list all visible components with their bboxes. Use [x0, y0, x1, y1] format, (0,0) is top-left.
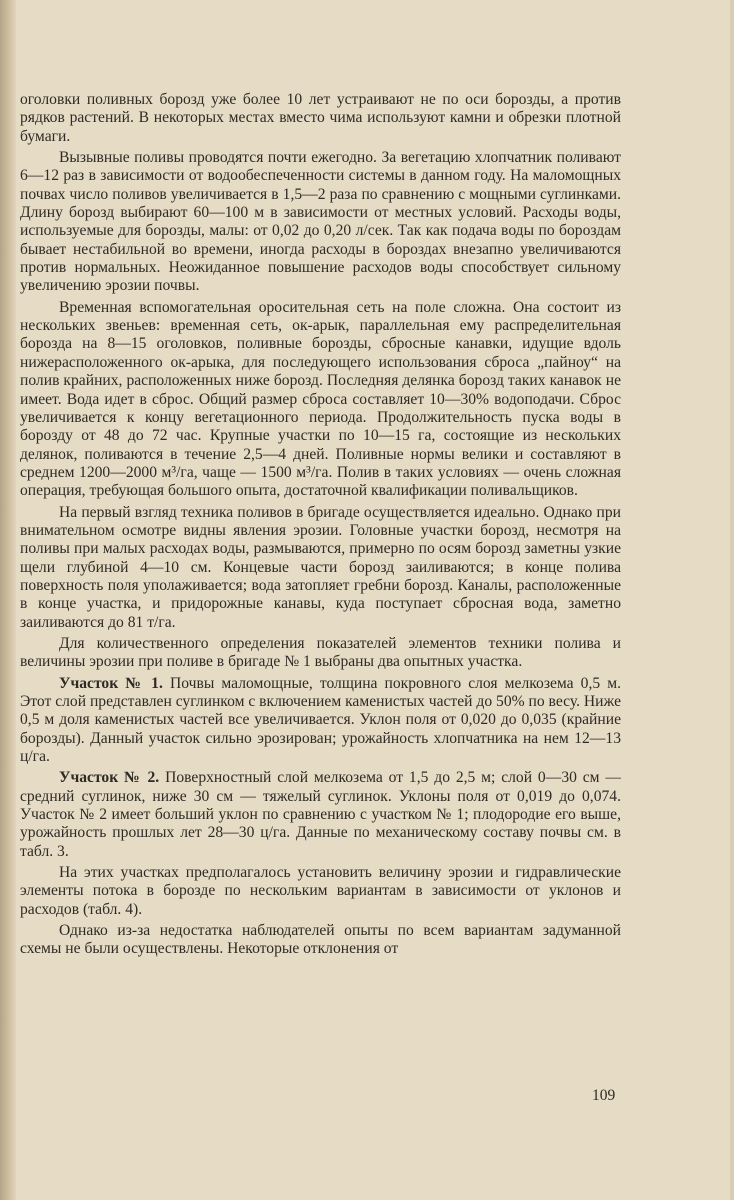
paragraph: Вызывные поливы проводятся почти ежегодно. За вегетацию хлопчатник поливают 6—12 раз в зависимости от водообеспеченности системы в данном году. На маломощных почвах число поливов увеличивается в 1,5—2 раза по сравнению с мощными суглинками. Длину борозд выбирают 60—100 м в зависимости от местных условий. Расходы воды, используемые для борозды, малы: от 0,02 до 0,20 л/сек. Так как подача воды по бороздам бывает нестабильной во времени, иногда расходы в бороздах внезапно увеличиваются против нормальных. Неожиданное повышение расходов воды способствует сильному увеличению эрозии почвы. — [20, 149, 621, 295]
plot-2-label: Участок № 2. — [59, 769, 160, 787]
book-spine-shadow — [0, 0, 16, 1200]
page-number: 109 — [592, 1087, 616, 1104]
paragraph: Для количественного определения показателей элементов техники полива и величины эрозии при поливе в бригаде № 1 выбраны два опытных участка. — [20, 634, 621, 671]
paragraph: На первый взгляд техника поливов в бригаде осуществляется идеально. Однако при внимательном осмотре видны явления эрозии. Головные участки борозд, несмотря на поливы при малых расходах воды, размываются, примерно по осям борозд заметны узкие щели глубиной 4—10 см. Концевые части борозд заиливаются; в конце полива поверхность поля уполаживается; вода затопляет гребни борозд. Каналы, расположенные в конце участка, и придорожные канавы, куда поступает сбросная вода, заметно заиливаются до 81 т/га. — [20, 503, 621, 631]
plot-1-label: Участок № 1. — [59, 674, 163, 692]
paragraph: Временная вспомогательная оросительная сеть на поле сложна. Она состоит из нескольких звеньев: временная сеть, ок-арык, параллельная ему распределительная борозда на 8—15 оголовков, поливные борозды, сбросные канавки, идущие вдоль нижерасположенного ок-арыка, для последующего использования сброса „пайноу“ на полив крайних, расположенных ниже борозд. Последняя делянка борозд таких канавок не имеет. Вода идет в сброс. Общий размер сброса составляет 10—30% водоподачи. Сброс увеличивается к концу вегетационного периода. Продолжительность пуска воды в борозду от 48 до 72 час. Крупные участки по 10—15 га, состоящие из нескольких делянок, поливаются в течение 2,5—4 дней. Поливные нормы велики и составляют в среднем 1200—2000 м³/га, чаще — 1500 м³/га. Полив в таких условиях — очень сложная операция, требующая большого опыта, достаточной квалификации поливальщиков. — [20, 298, 621, 500]
paragraph: Однако из-за недостатка наблюдателей опыты по всем вариантам задуманной схемы не были осуществлены. Некоторые отклонения от — [20, 922, 621, 958]
plot-2-paragraph — [20, 769, 621, 861]
plot-1-text: Почвы маломощные, толщина покровного слоя мелкозема 0,5 м. Этот слой представлен суглинком с включением каменистых частей до 50% по весу. Ниже 0,5 м доля каменистых частей все увеличивается. Уклон поля от 0,020 до 0,035 (крайние борозды). Данный участок сильно эрозирован; урожайность хлопчатника на нем 12—13 ц/га. — [20, 674, 621, 766]
plot-2-text: Поверхностный слой мелкозема от 1,5 до 2,5 м; слой 0—30 см — средний суглинок, ниже 30 см — тяжелый суглинок. Уклоны поля от 0,019 до 0,074. Участок № 2 имеет больший уклон по сравнению с участком № 1; плодородие его выше, урожайность прошлых лет 28—30 ц/га. Данные по механическому составу почвы см. в табл. 3. — [20, 769, 621, 860]
plot-1-paragraph — [20, 675, 621, 767]
paragraph: На этих участках предполагалось установить величину эрозии и гидравлические элементы потока в борозде по нескольким вариантам в зависимости от уклонов и расходов (табл. 4). — [20, 864, 621, 918]
paragraph: оголовки поливных борозд уже более 10 лет устраивают не по оси борозды, а против рядков растений. В некоторых местах вместо чима используют камни и обрезки плотной бумаги. — [20, 91, 621, 145]
page-body-text — [20, 91, 621, 962]
page-edge — [730, 0, 734, 1200]
